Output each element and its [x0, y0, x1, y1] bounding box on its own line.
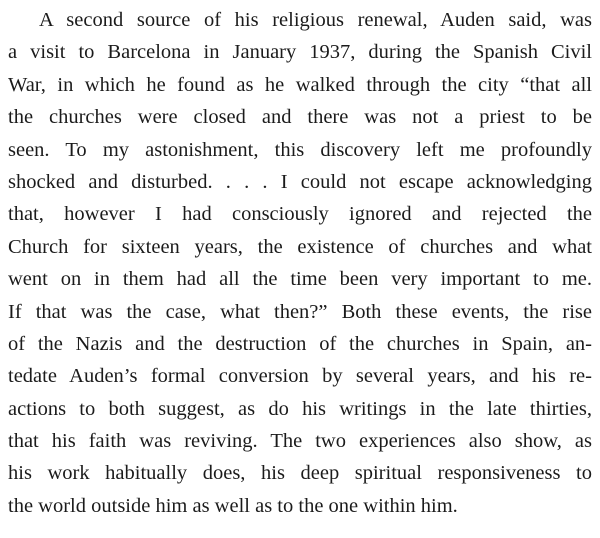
- text-line-15: his work habitually does, his deep spiritual responsiveness to: [8, 462, 592, 485]
- text-line-4: the churches were closed and there was not a priest to be: [8, 106, 592, 129]
- text-line-5: seen. To my astonishment, this discovery left me profoundly: [8, 138, 592, 161]
- text-line-2: a visit to Barcelona in January 1937, during the Spanish Civil: [8, 41, 592, 64]
- text-line-3: War, in which he found as he walked through the city “that all: [8, 73, 592, 96]
- body-paragraph: [8, 4, 592, 522]
- text-line-11: of the Nazis and the destruction of the churches in Spain, an-: [8, 332, 592, 355]
- text-line-9: went on in them had all the time been very important to me.: [8, 268, 592, 291]
- text-line-7: that, however I had consciously ignored and rejected the: [8, 203, 592, 226]
- text-line-6: shocked and disturbed. . . . I could not escape acknowledging: [8, 170, 592, 193]
- text-line-1: A second source of his religious renewal, Auden said, was: [39, 9, 592, 31]
- text-line-10: If that was the case, what then?” Both these events, the rise: [8, 300, 592, 323]
- text-line-12: tedate Auden’s formal conversion by several years, and his re-: [8, 365, 592, 388]
- text-line-13: actions to both suggest, as do his writings in the late thirties,: [8, 397, 592, 420]
- text-line-16: the world outside him as well as to the one within him.: [8, 494, 458, 517]
- text-line-14: that his faith was reviving. The two experiences also show, as: [8, 430, 592, 453]
- text-line-8: Church for sixteen years, the existence of churches and what: [8, 235, 592, 258]
